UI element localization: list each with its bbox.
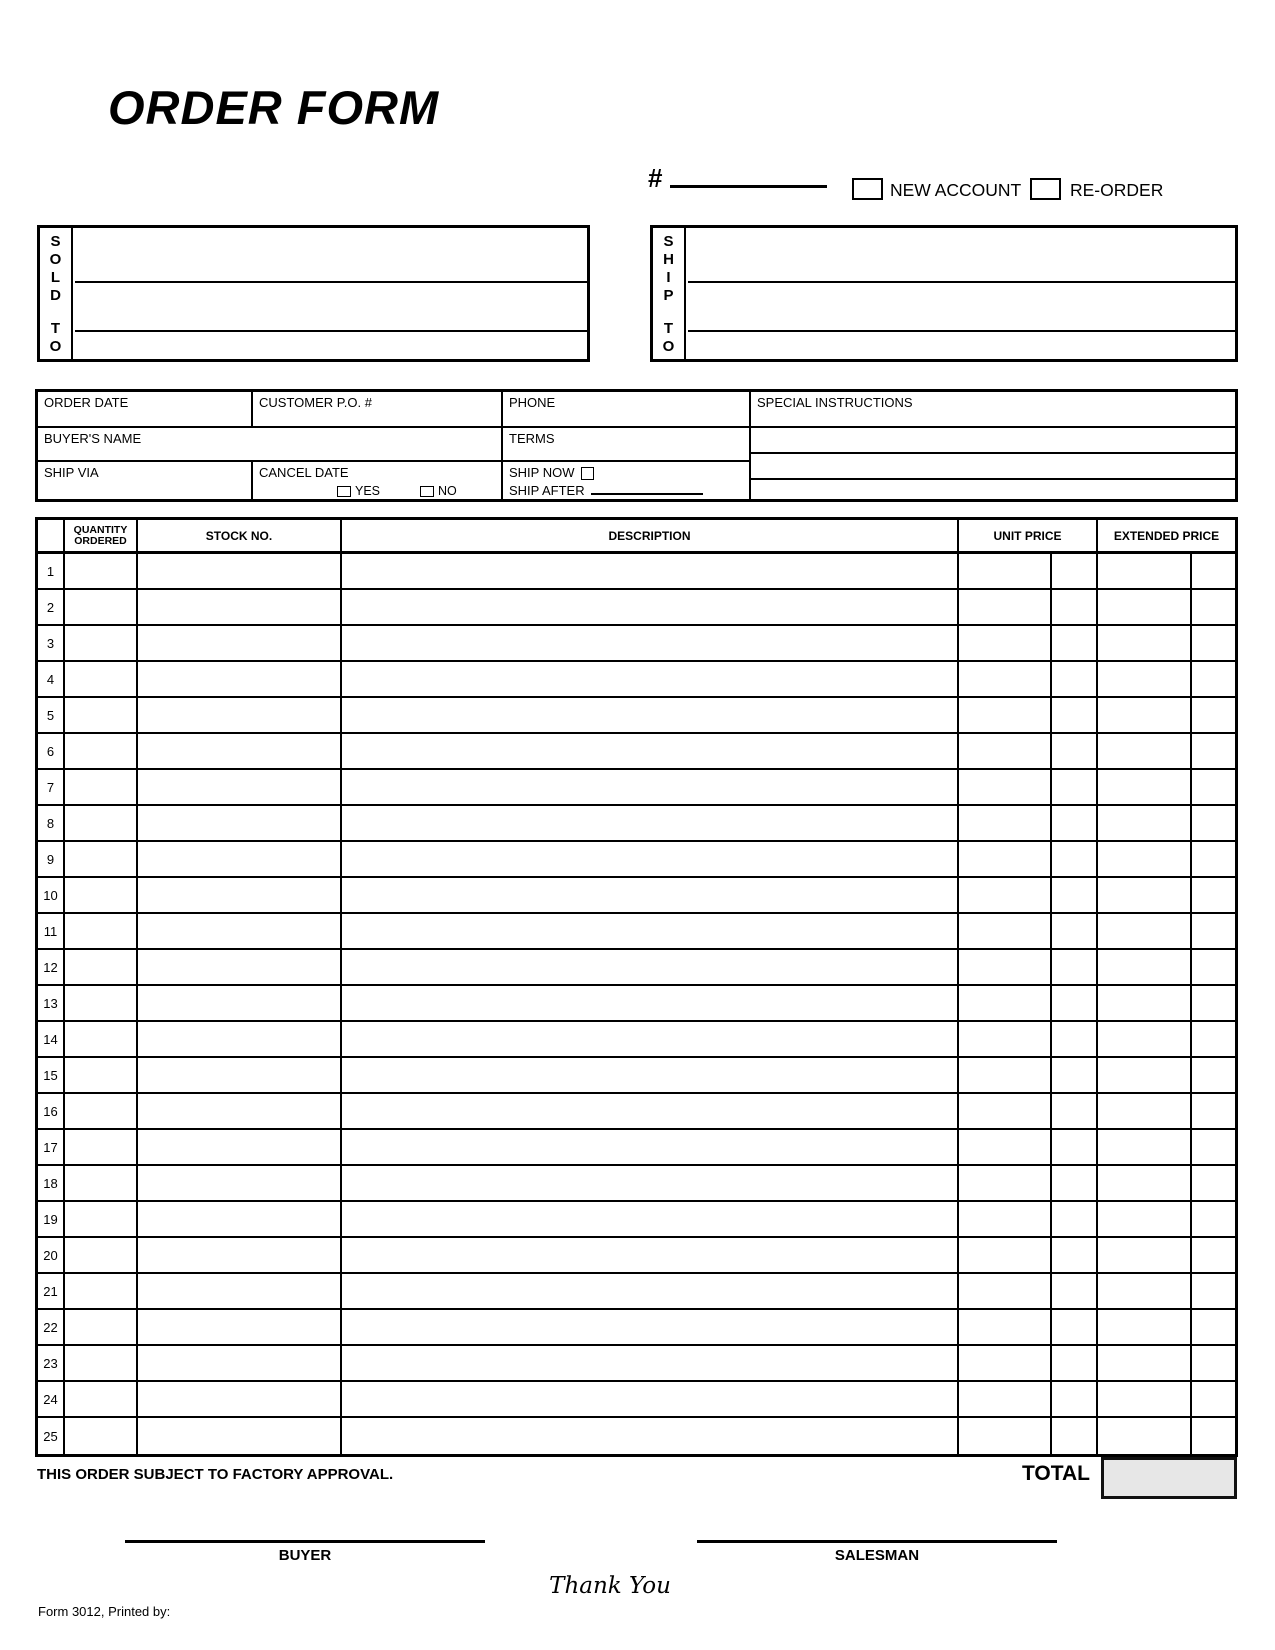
description-cell[interactable] [342, 770, 959, 806]
extended-price-cents-cell[interactable] [1192, 1094, 1235, 1130]
special-instructions-rule-1 [750, 426, 1236, 428]
extended-price-dollars-cell[interactable] [1098, 1094, 1192, 1130]
stock-no-cell[interactable] [138, 1022, 342, 1058]
ship-timing-cell [503, 462, 751, 501]
unit-price-cents-cell[interactable] [1052, 1310, 1098, 1346]
extended-price-cents-cell[interactable] [1192, 1130, 1235, 1166]
ship-via-label: SHIP VIA [44, 465, 99, 480]
vertical-letter: D [50, 287, 61, 304]
extended-price-cents-cell[interactable] [1192, 1274, 1235, 1310]
description-cell[interactable] [342, 662, 959, 698]
vertical-letter: O [49, 338, 62, 355]
unit-price-dollars-cell[interactable] [959, 1166, 1052, 1202]
extended-price-dollars-cell[interactable] [1098, 1166, 1192, 1202]
extended-price-dollars-cell[interactable] [1098, 734, 1192, 770]
row-number-header-cell [38, 520, 65, 554]
extended-price-dollars-cell[interactable] [1098, 1418, 1192, 1454]
vertical-letter: O [662, 338, 675, 355]
unit-price-dollars-cell[interactable] [959, 1058, 1052, 1094]
extended-price-dollars-cell[interactable] [1098, 1058, 1192, 1094]
cancel-no-label: NO [438, 484, 457, 499]
sold-to-letters-bottom [40, 320, 71, 356]
cancel-no-checkbox[interactable] [420, 486, 434, 497]
buyer-signature-line[interactable] [125, 1540, 485, 1543]
row-number-cell: 8 [38, 806, 65, 842]
unit-price-header: UNIT PRICE [959, 520, 1098, 554]
unit-price-cents-cell[interactable] [1052, 1202, 1098, 1238]
extended-price-cents-cell[interactable] [1192, 662, 1235, 698]
extended-price-cents-cell[interactable] [1192, 1238, 1235, 1274]
unit-price-dollars-cell[interactable] [959, 734, 1052, 770]
ship-to-line-3[interactable] [688, 330, 1235, 359]
total-amount-box[interactable] [1101, 1457, 1237, 1499]
row-number-cell: 15 [38, 1058, 65, 1094]
unit-price-dollars-cell[interactable] [959, 770, 1052, 806]
row-number-cell: 21 [38, 1274, 65, 1310]
terms-cell[interactable] [503, 428, 751, 462]
unit-price-cents-cell[interactable] [1052, 554, 1098, 590]
stock-no-cell[interactable] [138, 986, 342, 1022]
ship-via-cell[interactable] [38, 462, 253, 501]
quantity-cell[interactable] [65, 1382, 138, 1418]
extended-price-dollars-cell[interactable] [1098, 1310, 1192, 1346]
unit-price-cents-cell[interactable] [1052, 734, 1098, 770]
unit-price-dollars-cell[interactable] [959, 590, 1052, 626]
cancel-yes-label: YES [355, 484, 381, 499]
extended-price-cents-cell[interactable] [1192, 950, 1235, 986]
stock-no-cell[interactable] [138, 1058, 342, 1094]
ship-to-address-area [688, 228, 1235, 359]
description-cell[interactable] [342, 806, 959, 842]
extended-price-cents-cell[interactable] [1192, 1058, 1235, 1094]
quantity-header [65, 520, 138, 554]
quantity-cell[interactable] [65, 1238, 138, 1274]
quantity-cell[interactable] [65, 626, 138, 662]
row-number-cell: 17 [38, 1130, 65, 1166]
ship-now-checkbox[interactable] [581, 467, 594, 480]
vertical-letter: H [663, 251, 674, 268]
quantity-cell[interactable] [65, 734, 138, 770]
unit-price-dollars-cell[interactable] [959, 1382, 1052, 1418]
unit-price-dollars-cell[interactable] [959, 878, 1052, 914]
row-number-cell: 12 [38, 950, 65, 986]
stock-no-cell[interactable] [138, 590, 342, 626]
buyer-label: BUYER [278, 1547, 332, 1564]
unit-price-dollars-cell[interactable] [959, 1130, 1052, 1166]
special-instructions-rule-3 [750, 478, 1236, 480]
unit-price-dollars-cell[interactable] [959, 1238, 1052, 1274]
quantity-cell[interactable] [65, 914, 138, 950]
description-cell[interactable] [342, 734, 959, 770]
quantity-cell[interactable] [65, 1058, 138, 1094]
stock-no-cell[interactable] [138, 878, 342, 914]
quantity-cell[interactable] [65, 698, 138, 734]
unit-price-dollars-cell[interactable] [959, 950, 1052, 986]
ship-to-letters-bottom [653, 320, 684, 356]
description-cell[interactable] [342, 1058, 959, 1094]
cancel-yes-checkbox[interactable] [337, 486, 351, 497]
sold-to-vertical-label [40, 228, 73, 359]
unit-price-cents-cell[interactable] [1052, 770, 1098, 806]
ship-to-line-1[interactable] [688, 228, 1235, 281]
order-number-field[interactable] [670, 164, 827, 188]
quantity-cell[interactable] [65, 986, 138, 1022]
order-date-label: ORDER DATE [44, 395, 129, 410]
description-cell[interactable] [342, 842, 959, 878]
sold-to-letters-top [40, 233, 71, 305]
stock-no-cell[interactable] [138, 554, 342, 590]
unit-price-cents-cell[interactable] [1052, 698, 1098, 734]
unit-price-cents-cell[interactable] [1052, 590, 1098, 626]
description-cell[interactable] [342, 1310, 959, 1346]
stock-no-cell[interactable] [138, 1418, 342, 1454]
terms-label: TERMS [509, 431, 555, 446]
buyers-name-cell[interactable] [38, 428, 503, 462]
stock-no-cell[interactable] [138, 1346, 342, 1382]
quantity-cell[interactable] [65, 1130, 138, 1166]
unit-price-cents-cell[interactable] [1052, 1166, 1098, 1202]
description-cell[interactable] [342, 1418, 959, 1454]
row-number-cell: 11 [38, 914, 65, 950]
description-cell[interactable] [342, 1166, 959, 1202]
stock-no-cell[interactable] [138, 734, 342, 770]
sold-to-line-1[interactable] [75, 228, 587, 281]
total-label: TOTAL [1021, 1462, 1090, 1485]
factory-approval-note: THIS ORDER SUBJECT TO FACTORY APPROVAL. [37, 1466, 394, 1483]
description-cell[interactable] [342, 1094, 959, 1130]
special-instructions-rule-2 [750, 452, 1236, 454]
unit-price-cents-cell[interactable] [1052, 1382, 1098, 1418]
unit-price-cents-cell[interactable] [1052, 806, 1098, 842]
cancel-date-label: CANCEL DATE [259, 465, 349, 480]
description-cell[interactable] [342, 1346, 959, 1382]
extended-price-dollars-cell[interactable] [1098, 554, 1192, 590]
unit-price-dollars-cell[interactable] [959, 1310, 1052, 1346]
vertical-letter: P [663, 287, 674, 304]
quantity-cell[interactable] [65, 662, 138, 698]
form-credit-note: Form 3012, Printed by: [38, 1604, 171, 1619]
vertical-letter: L [50, 269, 61, 286]
phone-label: PHONE [509, 395, 556, 410]
extended-price-cents-cell[interactable] [1192, 734, 1235, 770]
extended-price-dollars-cell[interactable] [1098, 950, 1192, 986]
stock-no-cell[interactable] [138, 1130, 342, 1166]
customer-po-label: CUSTOMER P.O. # [259, 395, 372, 410]
unit-price-cents-cell[interactable] [1052, 950, 1098, 986]
salesman-label: SALESMAN [834, 1547, 920, 1564]
vertical-letter: T [50, 320, 61, 337]
buyers-name-label: BUYER'S NAME [44, 431, 142, 446]
unit-price-cents-cell[interactable] [1052, 842, 1098, 878]
page-title: ORDER FORM [108, 81, 440, 134]
unit-price-dollars-cell[interactable] [959, 1094, 1052, 1130]
unit-price-cents-cell[interactable] [1052, 914, 1098, 950]
row-number-cell: 23 [38, 1346, 65, 1382]
ship-after-label: SHIP AFTER [509, 483, 585, 499]
row-number-cell: 6 [38, 734, 65, 770]
new-account-label: NEW ACCOUNT [890, 180, 1022, 200]
extended-price-cents-cell[interactable] [1192, 626, 1235, 662]
row-number-cell: 3 [38, 626, 65, 662]
stock-no-cell[interactable] [138, 1238, 342, 1274]
unit-price-cents-cell[interactable] [1052, 1130, 1098, 1166]
unit-price-dollars-cell[interactable] [959, 1418, 1052, 1454]
quantity-cell[interactable] [65, 1274, 138, 1310]
row-number-cell: 20 [38, 1238, 65, 1274]
description-cell[interactable] [342, 878, 959, 914]
extended-price-dollars-cell[interactable] [1098, 590, 1192, 626]
customer-po-cell[interactable] [253, 392, 503, 428]
extended-price-dollars-cell[interactable] [1098, 698, 1192, 734]
extended-price-cents-cell[interactable] [1192, 554, 1235, 590]
stock-no-cell[interactable] [138, 662, 342, 698]
extended-price-dollars-cell[interactable] [1098, 1274, 1192, 1310]
description-cell[interactable] [342, 986, 959, 1022]
stock-no-cell[interactable] [138, 698, 342, 734]
sold-to-address-area [75, 228, 587, 359]
sold-to-line-3[interactable] [75, 330, 587, 359]
extended-price-cents-cell[interactable] [1192, 1382, 1235, 1418]
phone-cell[interactable] [503, 392, 751, 428]
description-cell[interactable] [342, 1274, 959, 1310]
extended-price-dollars-cell[interactable] [1098, 986, 1192, 1022]
quantity-cell[interactable] [65, 950, 138, 986]
row-number-cell: 16 [38, 1094, 65, 1130]
unit-price-dollars-cell[interactable] [959, 1202, 1052, 1238]
quantity-cell[interactable] [65, 770, 138, 806]
unit-price-cents-cell[interactable] [1052, 986, 1098, 1022]
row-number-cell: 14 [38, 1022, 65, 1058]
extended-price-cents-cell[interactable] [1192, 842, 1235, 878]
unit-price-dollars-cell[interactable] [959, 1346, 1052, 1382]
cancel-date-cell[interactable] [253, 462, 503, 501]
quantity-cell[interactable] [65, 1202, 138, 1238]
unit-price-dollars-cell[interactable] [959, 698, 1052, 734]
quantity-cell[interactable] [65, 842, 138, 878]
new-account-checkbox[interactable] [852, 178, 883, 200]
salesman-signature-line[interactable] [697, 1540, 1057, 1543]
vertical-letter: O [49, 251, 62, 268]
quantity-cell[interactable] [65, 1022, 138, 1058]
quantity-header-line2: ORDERED [74, 534, 127, 547]
unit-price-cents-cell[interactable] [1052, 662, 1098, 698]
stock-no-cell[interactable] [138, 1310, 342, 1346]
description-cell[interactable] [342, 626, 959, 662]
stock-no-cell[interactable] [138, 1202, 342, 1238]
unit-price-cents-cell[interactable] [1052, 1238, 1098, 1274]
description-header: DESCRIPTION [342, 520, 959, 554]
quantity-cell[interactable] [65, 554, 138, 590]
sold-to-line-2[interactable] [75, 281, 587, 330]
extended-price-cents-cell[interactable] [1192, 698, 1235, 734]
stock-no-cell[interactable] [138, 770, 342, 806]
extended-price-dollars-cell[interactable] [1098, 1022, 1192, 1058]
order-date-cell[interactable] [38, 392, 253, 428]
quantity-header-line1: QUANTITY [73, 523, 128, 536]
description-cell[interactable] [342, 1130, 959, 1166]
extended-price-cents-cell[interactable] [1192, 1202, 1235, 1238]
stock-no-cell[interactable] [138, 950, 342, 986]
quantity-cell[interactable] [65, 1166, 138, 1202]
stock-no-cell[interactable] [138, 806, 342, 842]
extended-price-dollars-cell[interactable] [1098, 1346, 1192, 1382]
extended-price-cents-cell[interactable] [1192, 986, 1235, 1022]
extended-price-cents-cell[interactable] [1192, 590, 1235, 626]
description-cell[interactable] [342, 950, 959, 986]
stock-no-cell[interactable] [138, 1382, 342, 1418]
ship-to-box [650, 225, 1238, 362]
quantity-cell[interactable] [65, 1094, 138, 1130]
quantity-cell[interactable] [65, 1346, 138, 1382]
extended-price-dollars-cell[interactable] [1098, 770, 1192, 806]
sold-to-box [37, 225, 590, 362]
unit-price-dollars-cell[interactable] [959, 842, 1052, 878]
unit-price-dollars-cell[interactable] [959, 1274, 1052, 1310]
cancel-date-options [337, 484, 457, 498]
extended-price-dollars-cell[interactable] [1098, 662, 1192, 698]
extended-price-cents-cell[interactable] [1192, 1418, 1235, 1454]
quantity-cell[interactable] [65, 878, 138, 914]
stock-no-cell[interactable] [138, 914, 342, 950]
row-number-cell: 19 [38, 1202, 65, 1238]
extended-price-cents-cell[interactable] [1192, 878, 1235, 914]
extended-price-dollars-cell[interactable] [1098, 842, 1192, 878]
extended-price-dollars-cell[interactable] [1098, 1382, 1192, 1418]
description-cell[interactable] [342, 1202, 959, 1238]
row-number-cell: 4 [38, 662, 65, 698]
row-number-cell: 9 [38, 842, 65, 878]
extended-price-dollars-cell[interactable] [1098, 914, 1192, 950]
description-cell[interactable] [342, 698, 959, 734]
reorder-label: RE-ORDER [1070, 180, 1164, 200]
quantity-cell[interactable] [65, 806, 138, 842]
row-number-cell: 10 [38, 878, 65, 914]
extended-price-dollars-cell[interactable] [1098, 806, 1192, 842]
description-cell[interactable] [342, 1022, 959, 1058]
unit-price-cents-cell[interactable] [1052, 1418, 1098, 1454]
description-cell[interactable] [342, 1238, 959, 1274]
extended-price-dollars-cell[interactable] [1098, 1238, 1192, 1274]
unit-price-cents-cell[interactable] [1052, 878, 1098, 914]
unit-price-cents-cell[interactable] [1052, 626, 1098, 662]
vertical-letter: S [50, 233, 61, 250]
row-number-cell: 22 [38, 1310, 65, 1346]
extended-price-cents-cell[interactable] [1192, 914, 1235, 950]
extended-price-cents-cell[interactable] [1192, 806, 1235, 842]
extended-price-cents-cell[interactable] [1192, 1022, 1235, 1058]
quantity-cell[interactable] [65, 1418, 138, 1454]
extended-price-dollars-cell[interactable] [1098, 1130, 1192, 1166]
special-instructions-cell[interactable] [751, 392, 1235, 501]
ship-now-label: SHIP NOW [509, 465, 575, 480]
unit-price-cents-cell[interactable] [1052, 1022, 1098, 1058]
ship-to-letters-top [653, 233, 684, 305]
vertical-letter: I [666, 269, 671, 286]
stock-no-header: STOCK NO. [138, 520, 342, 554]
unit-price-cents-cell[interactable] [1052, 1346, 1098, 1382]
row-number-cell: 25 [38, 1418, 65, 1454]
unit-price-dollars-cell[interactable] [959, 986, 1052, 1022]
description-cell[interactable] [342, 554, 959, 590]
stock-no-cell[interactable] [138, 842, 342, 878]
extended-price-dollars-cell[interactable] [1098, 878, 1192, 914]
stock-no-cell[interactable] [138, 1274, 342, 1310]
extended-price-cents-cell[interactable] [1192, 1166, 1235, 1202]
unit-price-dollars-cell[interactable] [959, 626, 1052, 662]
stock-no-cell[interactable] [138, 626, 342, 662]
row-number-cell: 13 [38, 986, 65, 1022]
unit-price-dollars-cell[interactable] [959, 914, 1052, 950]
ship-to-line-2[interactable] [688, 281, 1235, 330]
extended-price-cents-cell[interactable] [1192, 770, 1235, 806]
ship-to-vertical-label [653, 228, 686, 359]
unit-price-dollars-cell[interactable] [959, 1022, 1052, 1058]
row-number-cell: 18 [38, 1166, 65, 1202]
quantity-cell[interactable] [65, 590, 138, 626]
row-number-cell: 7 [38, 770, 65, 806]
description-cell[interactable] [342, 590, 959, 626]
description-cell[interactable] [342, 1382, 959, 1418]
ship-after-field[interactable] [591, 484, 703, 495]
unit-price-dollars-cell[interactable] [959, 662, 1052, 698]
vertical-letter: T [663, 320, 674, 337]
unit-price-dollars-cell[interactable] [959, 806, 1052, 842]
extended-price-header: EXTENDED PRICE [1098, 520, 1235, 554]
extended-price-cents-cell[interactable] [1192, 1346, 1235, 1382]
row-number-cell: 1 [38, 554, 65, 590]
row-number-cell: 2 [38, 590, 65, 626]
items-table [35, 517, 1238, 1457]
description-cell[interactable] [342, 914, 959, 950]
stock-no-cell[interactable] [138, 1094, 342, 1130]
extended-price-cents-cell[interactable] [1192, 1310, 1235, 1346]
unit-price-cents-cell[interactable] [1052, 1094, 1098, 1130]
extended-price-dollars-cell[interactable] [1098, 626, 1192, 662]
vertical-letter: S [663, 233, 674, 250]
reorder-checkbox[interactable] [1030, 178, 1061, 200]
quantity-cell[interactable] [65, 1310, 138, 1346]
row-number-cell: 24 [38, 1382, 65, 1418]
extended-price-dollars-cell[interactable] [1098, 1202, 1192, 1238]
row-number-cell: 5 [38, 698, 65, 734]
stock-no-cell[interactable] [138, 1166, 342, 1202]
unit-price-dollars-cell[interactable] [959, 554, 1052, 590]
unit-price-cents-cell[interactable] [1052, 1058, 1098, 1094]
special-instructions-label: SPECIAL INSTRUCTIONS [757, 395, 913, 410]
thank-you-note: Thank You [549, 1573, 671, 1599]
order-details-grid [35, 389, 1238, 502]
order-number-label: # [648, 163, 663, 193]
unit-price-cents-cell[interactable] [1052, 1274, 1098, 1310]
